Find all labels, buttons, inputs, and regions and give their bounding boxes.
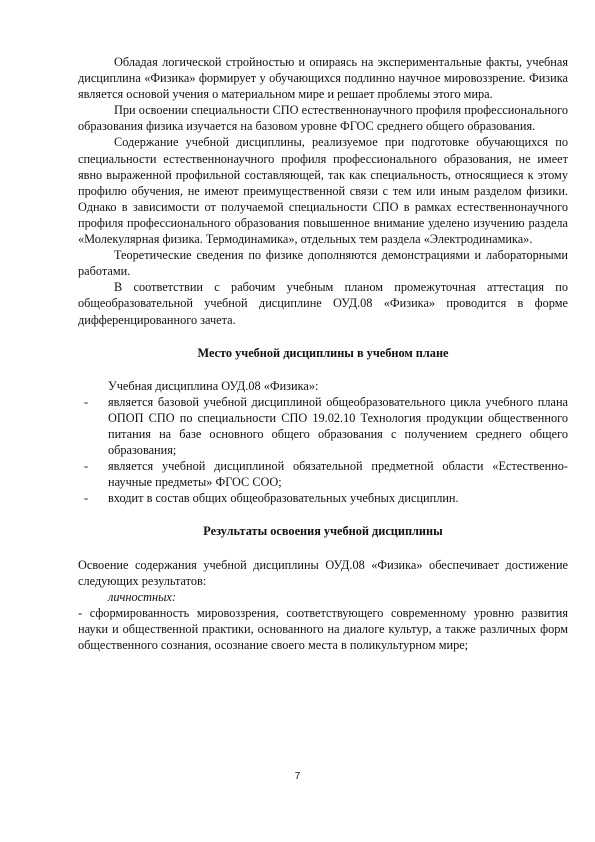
paragraph-profile: При освоении специальности СПО естественнонаучного профиля профессионального образования физика изучается на базовом уровне ФГОС среднего общего образования.: [78, 103, 568, 134]
list-item: - входит в состав общих общеобразовательных учебных дисциплин.: [84, 491, 459, 506]
dash-marker: -: [84, 394, 89, 409]
results-subheading: личностных:: [108, 589, 176, 604]
page-number: 7: [294, 771, 301, 782]
paragraph-content: Содержание учебной дисциплины, реализуемое при подготовке обучающихся по специальности естественнонаучного профиля профессионального образования, не имеет явно выраженной профильной составляющей, так как специальность, относящиеся к этому профилю обучения, не имеют преимущественной связи с тем или иным разделом физики. Однако в зависимости от получаемой специальности СПО в рамках естественнонаучного профиля профессионального образования повышенное внимание уделено изучению раздела «Молекулярная физика. Термодинамика», отдельных тем раздела «Электродинамика».: [78, 135, 568, 247]
paragraph-intro: Обладая логической стройностью и опираясь на экспериментальные факты, учебная дисциплина «Физика» формирует у обучающихся подлинно научное мировоззрение. Физика является основой учения о материальном мире и решает проблемы этого мира.: [78, 55, 568, 102]
place-list: [78, 394, 568, 507]
results-item: - сформированность мировоззрения, соответствующего современному уровню развития науки и общественной практики, основанного на диалоге культур, а также различных форм общественного сознания, осознание своего места в поликультурном мире;: [78, 605, 568, 652]
dash-marker: -: [84, 459, 89, 474]
paragraph-theory: Теоретические сведения по физике дополняются демонстрациями и лабораторными работами.: [78, 248, 568, 279]
paragraph-attestation: В соответствии с рабочим учебным планом промежуточная аттестация по общеобразовательной учебной дисциплине ОУД.08 «Физика» проводится в форме дифференцированного зачета.: [78, 280, 568, 327]
list-item: - является базовой учебной дисциплиной общеобразовательного цикла учебного плана ОПОП СПО по специальности СПО 19.02.10 Технология продукции общественного питания на базе основного общего образования с получением среднего общего образования;: [84, 394, 568, 458]
list-item: - является учебной дисциплиной обязательной предметной области «Естественно-научные предметы» ФГОС СОО;: [84, 459, 568, 490]
section-heading-place: Место учебной дисциплины в учебном плане: [197, 345, 449, 360]
section-lead: Учебная дисциплина ОУД.08 «Физика»:: [108, 378, 319, 393]
page-content: [78, 54, 568, 653]
dash-marker: -: [84, 491, 89, 506]
section-heading-results: Результаты освоения учебной дисциплины: [203, 524, 443, 539]
results-intro: Освоение содержания учебной дисциплины ОУД.08 «Физика» обеспечивает достижение следующих результатов:: [78, 557, 568, 588]
